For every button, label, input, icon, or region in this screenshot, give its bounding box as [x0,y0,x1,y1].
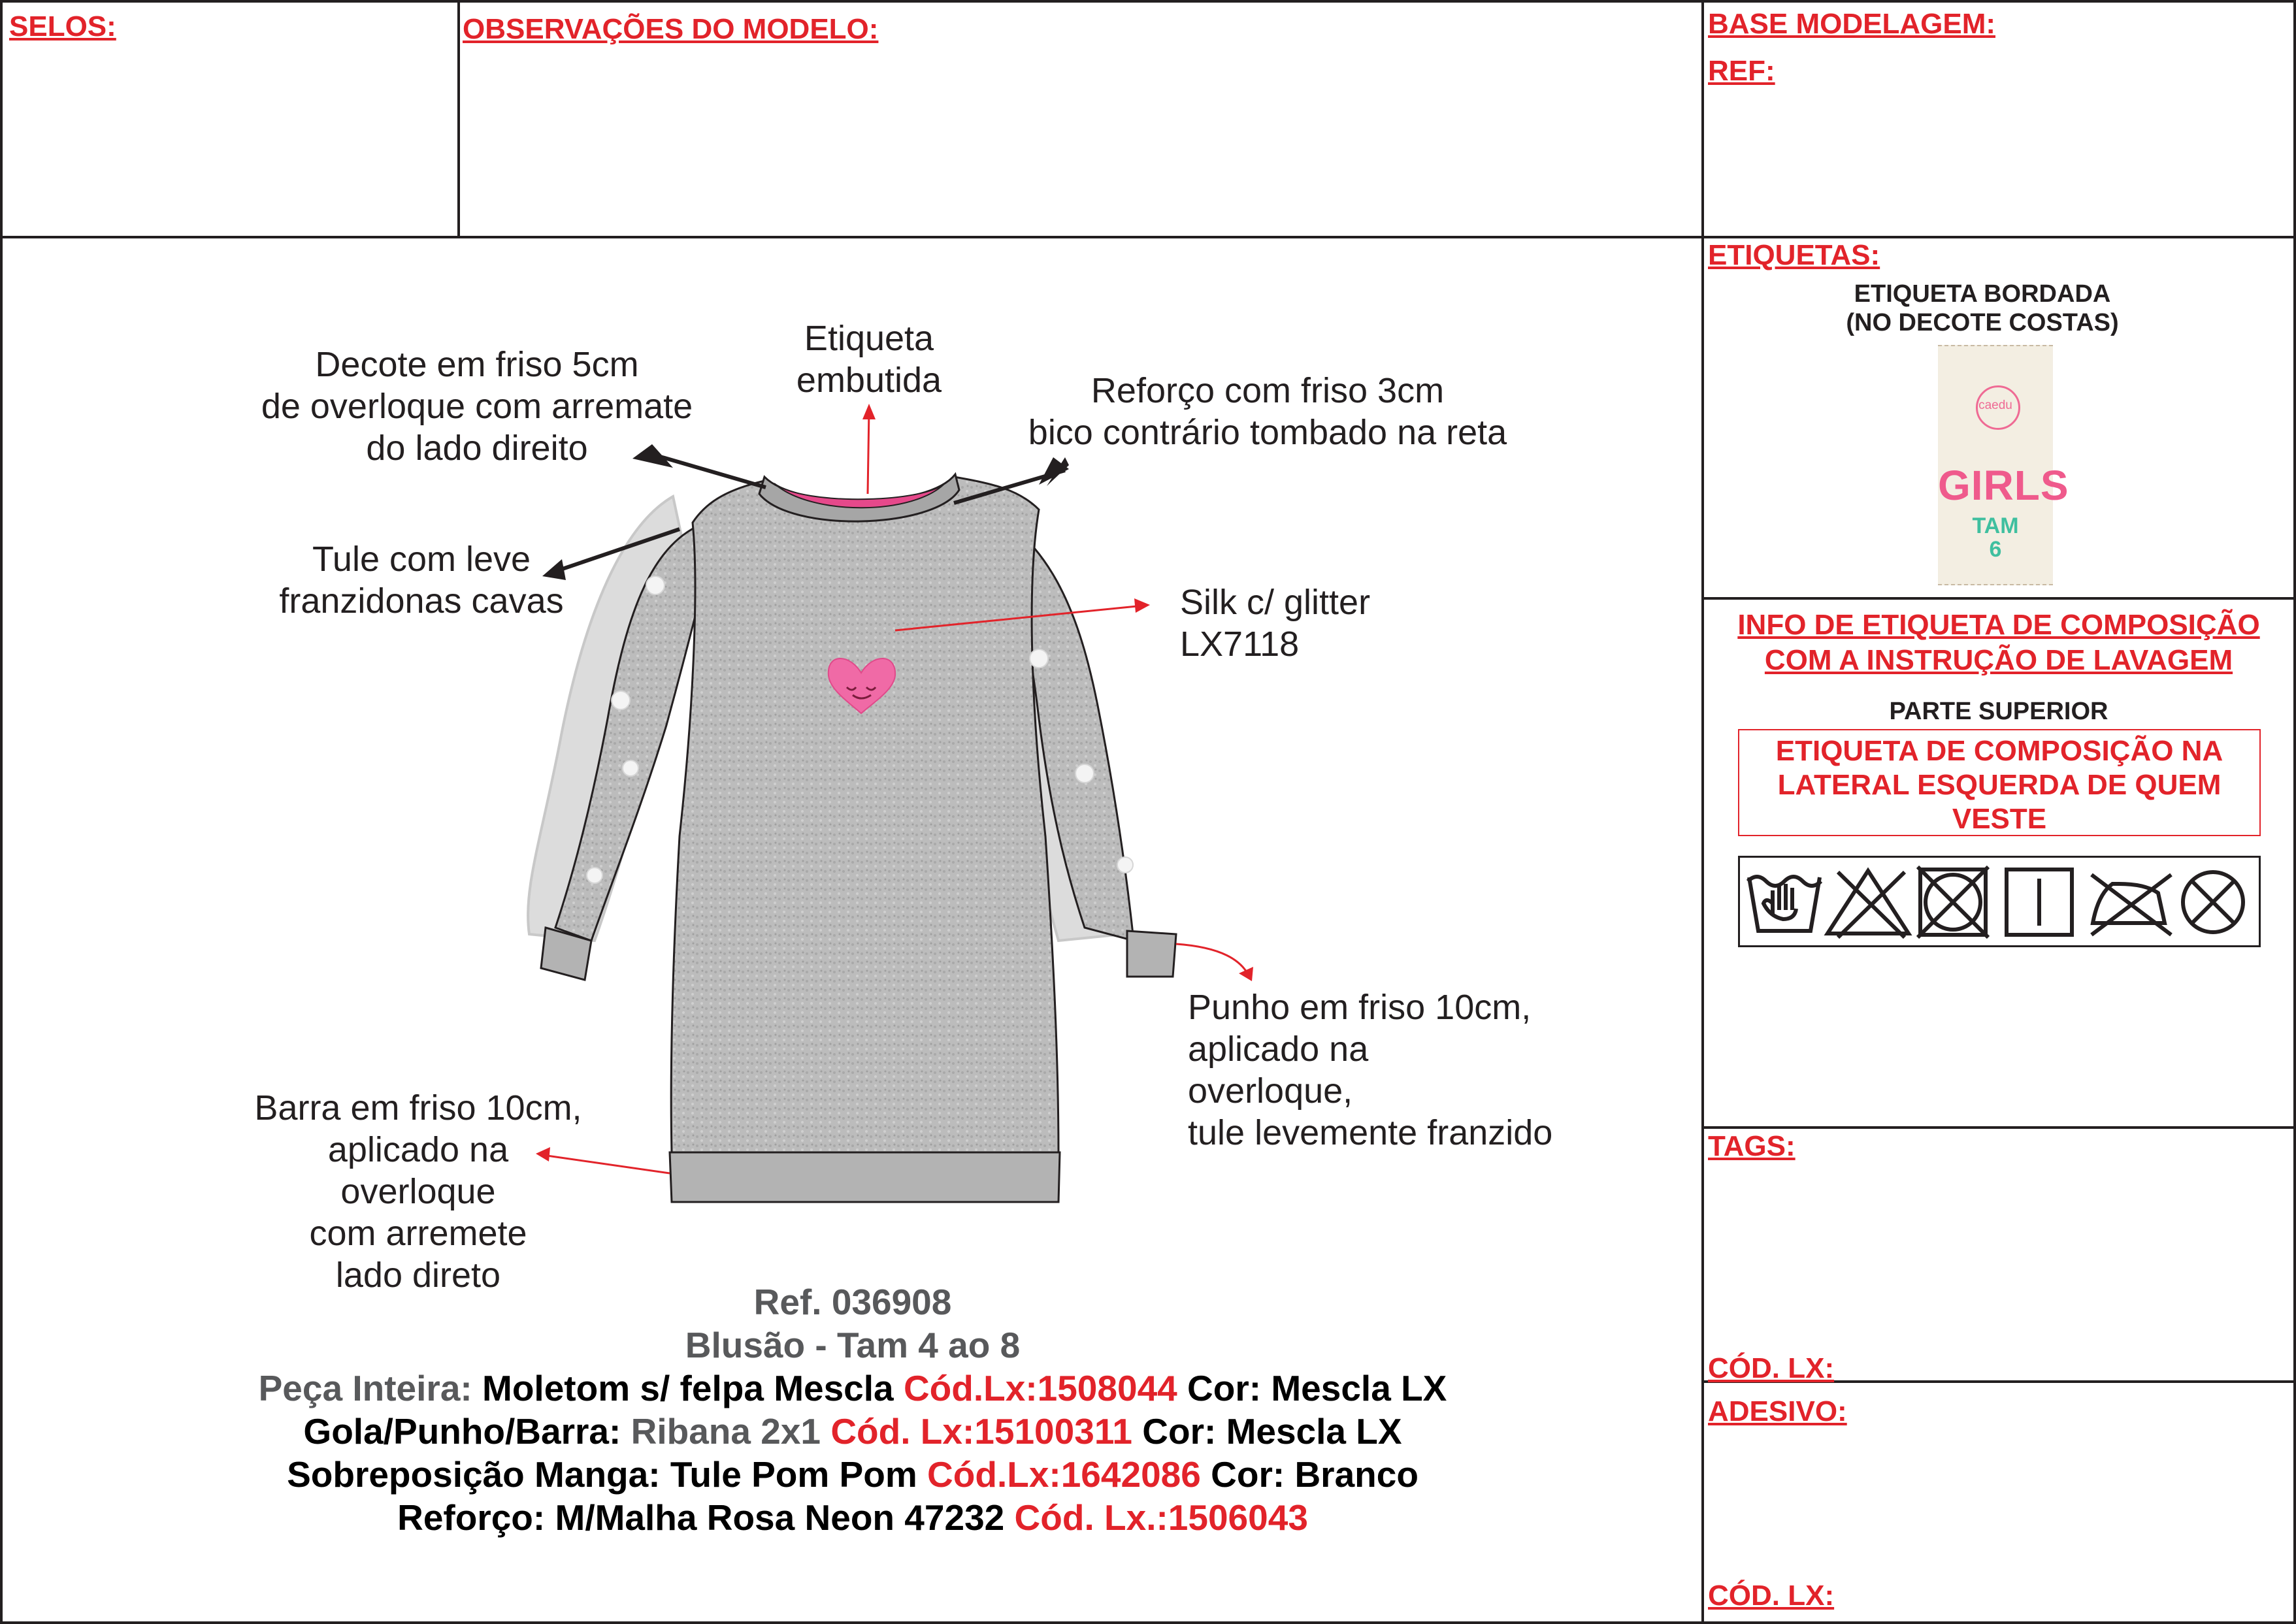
info-line1: INFO DE ETIQUETA DE COMPOSIÇÃO [1737,609,2260,641]
note-silk-1: Silk c/ glitter [1180,583,1371,622]
composicao-line3: VESTE [1952,803,2047,835]
note-reforco-1: Reforço com friso 3cm [1091,371,1445,410]
cod-lx-tags: CÓD. LX: [1708,1352,1835,1384]
spec-l3-label: Sobreposição Manga: Tule Pom Pom [287,1454,928,1495]
note-reforco [993,370,1542,453]
label-girls: GIRLS [1938,462,2069,509]
note-decote-3: do lado direito [366,429,588,468]
composicao-line2: LATERAL ESQUERDA DE QUEM [1777,769,2222,801]
note-etiqueta-2: embutida [796,361,942,400]
no-dry-clean-icon [2183,872,2243,932]
right-cuff [1127,931,1176,977]
spec-l3-cor: Cor: Branco [1200,1454,1419,1495]
note-barra-4: com arremete [309,1214,527,1253]
etiqueta-bordada-line1: ETIQUETA BORDADA [1854,280,2111,308]
embroidered-label [1938,345,2069,585]
info-line2: COM A INSTRUÇÃO DE LAVAGEM [1764,644,2233,676]
spec-l1-desc: Moletom s/ felpa Mescla [472,1368,904,1408]
label-size: 6 [1989,537,2002,562]
note-punho-4: tule levemente franzido [1188,1113,1553,1152]
note-punho-1: Punho em friso 10cm, [1188,988,1532,1027]
spec-l3-cod: Cód.Lx:1642086 [927,1454,1201,1495]
care-symbols-box [1738,856,2261,947]
divider-info [1701,1126,2296,1129]
note-punho [1188,986,1552,1154]
hand-wash-icon [1748,877,1821,931]
note-tule [261,538,582,622]
note-barra-5: lado direto [335,1256,501,1295]
line-dry-icon [2007,869,2072,935]
label-tam: TAM [1972,513,2019,538]
base-modelagem-heading: BASE MODELAGEM: [1708,8,1995,40]
note-barra-3: overloque [340,1172,496,1211]
composicao-box [1738,729,2261,836]
arrow-punho [1176,944,1249,977]
spec-line-peca-inteira [0,1367,1705,1410]
adesivo-heading: ADESIVO: [1708,1395,1847,1427]
note-tule-1: Tule com leve [312,540,531,579]
observacoes-heading: OBSERVAÇÕES DO MODELO: [463,13,879,45]
hem-band [670,1152,1060,1202]
spec-l2-cor: Cor: Mescla LX [1132,1411,1402,1452]
etiqueta-bordada-title [1701,280,2263,337]
parte-superior-label: PARTE SUPERIOR [1889,698,2108,725]
spec-l2-label: Gola/Punho/Barra: [303,1411,621,1452]
note-barra [222,1087,614,1296]
composicao-line1: ETIQUETA DE COMPOSIÇÃO NA [1775,735,2223,767]
info-composicao-heading [1701,608,2296,678]
note-punho-2: aplicado na [1188,1030,1369,1069]
selos-heading: SELOS: [9,10,116,42]
spec-l2-desc: Ribana 2x1 [621,1411,831,1452]
etiquetas-heading: ETIQUETAS: [1708,239,1880,271]
note-etiqueta-1: Etiqueta [804,319,934,358]
note-etiqueta [771,317,967,401]
arrow-etiqueta [868,410,869,494]
garment-body [671,477,1058,1152]
note-decote [248,344,706,469]
note-decote-1: Decote em friso 5cm [315,345,639,384]
spec-l4-cod: Cód. Lx.:1506043 [1014,1497,1308,1538]
no-iron-icon [2091,875,2171,935]
tags-heading: TAGS: [1708,1130,1796,1162]
spec-l1-label: Peça Inteira: [258,1368,472,1408]
divider-etiquetas [1701,597,2296,600]
note-reforco-2: bico contrário tombado na reta [1028,413,1507,452]
note-punho-3: overloque, [1188,1071,1353,1111]
spec-line-reforco [0,1496,1705,1539]
spec-l2-cod: Cód. Lx:15100311 [830,1411,1132,1452]
note-barra-1: Barra em friso 10cm, [254,1088,582,1128]
ref-heading: REF: [1708,55,1775,87]
etiqueta-bordada-line2: (NO DECOTE COSTAS) [1846,309,2119,336]
care-symbols [1740,858,2259,945]
note-silk-2: LX7118 [1180,625,1300,664]
spec-blusao: Blusão - Tam 4 ao 8 [685,1325,1021,1365]
no-bleach-icon [1828,871,1909,937]
spec-l1-cor: Cor: Mescla LX [1177,1368,1447,1408]
note-decote-2: de overloque com arremate [261,387,693,426]
note-barra-2: aplicado na [327,1130,509,1169]
spec-l4-label: Reforço: M/Malha Rosa Neon 47232 [397,1497,1015,1538]
note-tule-2: franzidonas cavas [279,581,564,621]
spec-line-sobreposicao [0,1453,1705,1496]
cod-lx-adesivo: CÓD. LX: [1708,1580,1835,1612]
note-silk [1180,581,1370,665]
spec-l1-cod: Cód.Lx:1508044 [903,1368,1177,1408]
label-brand: caedu [1978,398,2012,412]
spec-line-gola [0,1410,1705,1453]
spec-ref: Ref. 036908 [753,1282,952,1322]
no-tumble-dry-icon [1918,867,1988,937]
